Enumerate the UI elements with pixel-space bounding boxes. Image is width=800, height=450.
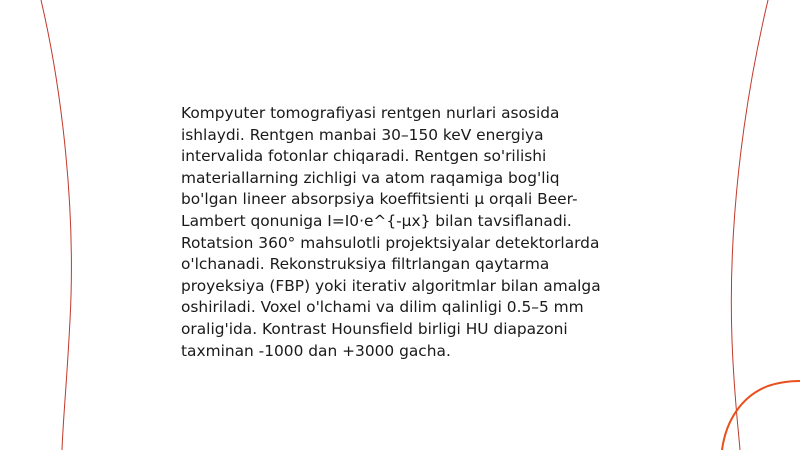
bottom-right-orange-arc bbox=[722, 381, 800, 450]
body-paragraph: Kompyuter tomografiyasi rentgen nurlari asosida ishlaydi. Rentgen manbai 30–150 keV energiya intervalida fotonlar chiqaradi. Rentgen so'rilishi materiallarning zichligi va atom raqamiga bog'liq bo'lgan lineer absorpsiya koeffitsienti μ orqali Beer-Lambert qonuniga I=I0·e^{-μx} bilan tavsiflanadi. Rotatsion 360° mahsulotli projektsiyalar detektorlarda o'lchanadi. Rekonstruksiya filtrlangan qaytarma proyeksiya (FBP) yoki iterativ algoritmlar bilan amalga oshiriladi. Voxel o'lchami va dilim qalinligi 0.5–5 mm oralig'ida. Kontrast Hounsfield birligi HU diapazoni taxminan -1000 dan +3000 gacha. bbox=[181, 104, 601, 360]
right-curve-line bbox=[731, 0, 768, 450]
left-curve-line bbox=[41, 0, 71, 450]
